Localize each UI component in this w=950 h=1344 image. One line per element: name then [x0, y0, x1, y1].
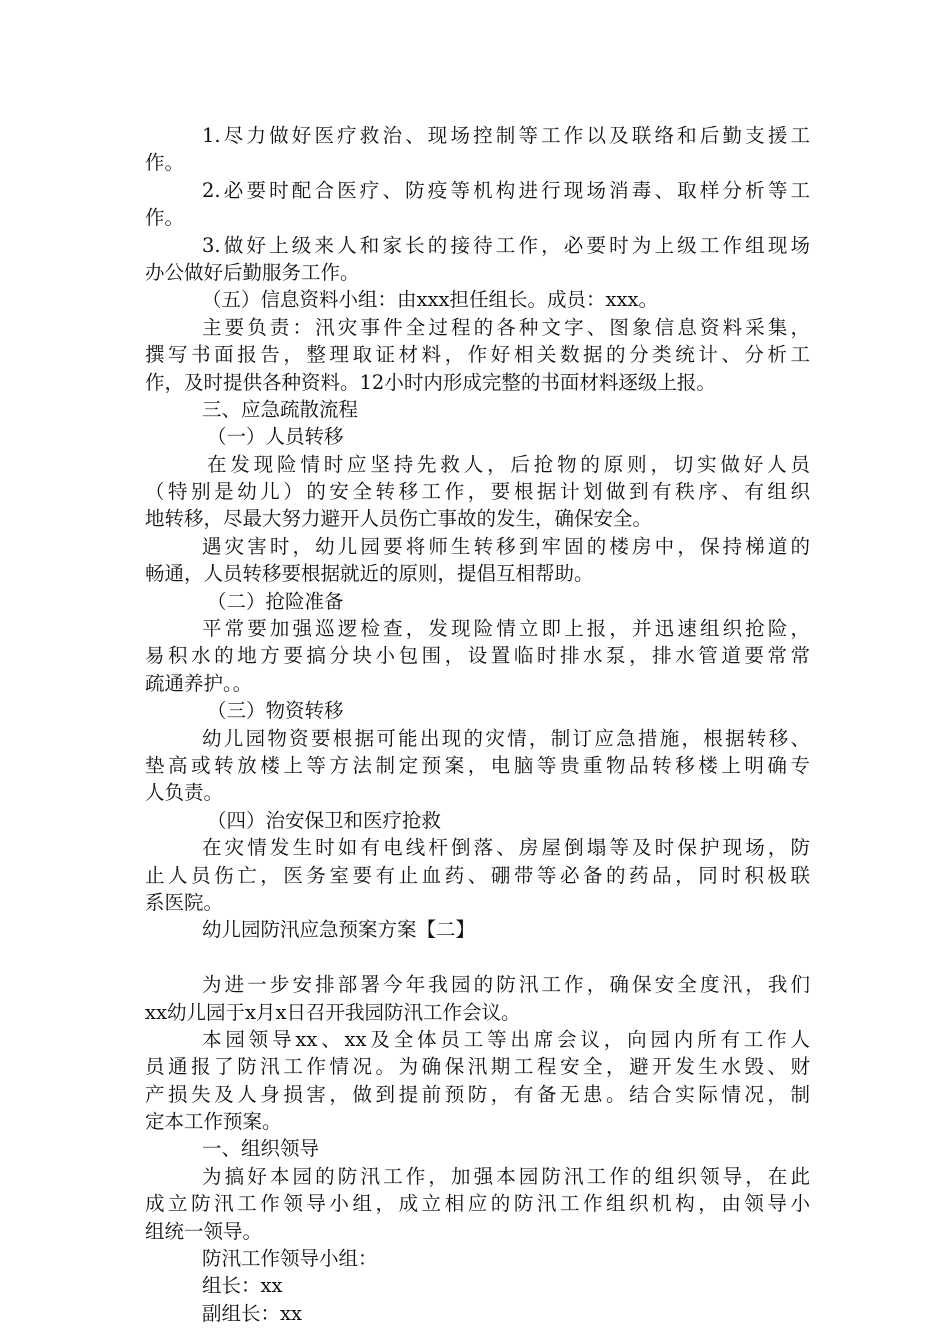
text-line: 本园领导xx、xx及全体员工等出席会议，向园内所有工作人 — [202, 1027, 810, 1051]
text-line: （特别是幼儿）的安全转移工作，要根据计划做到有秩序、有组织 — [145, 480, 810, 504]
text-line: 垫高或转放楼上等方法制定预案，电脑等贵重物品转移楼上明确专 — [145, 753, 810, 777]
text-line: 幼儿园物资要根据可能出现的灾情，制订应急措施，根据转移、 — [202, 726, 810, 750]
text-line: （一）人员转移 — [207, 425, 344, 449]
text-line: 三、应急疏散流程 — [202, 397, 359, 421]
text-line: 畅通，人员转移要根据就近的原则，提倡互相帮助。 — [145, 562, 594, 586]
text-line: xx幼儿园于x月x日召开我园防汛工作会议。 — [145, 1000, 521, 1024]
text-line: 1.尽力做好医疗救治、现场控制等工作以及联络和后勤支援工 — [202, 124, 810, 147]
text-line: 组统一领导。 — [145, 1219, 263, 1243]
text-line: 产损失及人身损害，做到提前预防，有备无患。结合实际情况，制 — [145, 1082, 810, 1106]
text-line: 平常要加强巡逻检查，发现险情立即上报，并迅速组织抢险， — [202, 617, 810, 641]
text-line: 组长：xx — [202, 1274, 283, 1298]
text-line: 作。 — [145, 151, 185, 175]
text-line: 主要负责：汛灾事件全过程的各种文字、图象信息资料采集， — [202, 315, 810, 339]
text-line: 办公做好后勤服务工作。 — [145, 260, 360, 284]
text-line: 为搞好本园的防汛工作，加强本园防汛工作的组织领导，在此 — [202, 1164, 810, 1188]
blank-line — [145, 944, 810, 971]
document-body — [145, 122, 810, 1327]
text-line: 在灾情发生时如有电线杆倒落、房屋倒塌等及时保护现场，防 — [202, 836, 810, 860]
text-line: 易积水的地方要搞分块小包围，设置临时排水泵，排水管道要常常 — [145, 644, 810, 668]
text-line: 撰写书面报告，整理取证材料，作好相关数据的分类统计、分析工 — [145, 343, 810, 367]
text-line: 3.做好上级来人和家长的接待工作，必要时为上级工作组现场 — [202, 233, 810, 257]
text-line: 副组长：xx — [202, 1301, 302, 1325]
text-line: 定本工作预案。 — [145, 1110, 282, 1134]
text-line: 幼儿园防汛应急预案方案【二】 — [202, 918, 476, 942]
text-line: 止人员伤亡，医务室要有止血药、硼带等必备的药品，同时积极联 — [145, 863, 810, 887]
text-line: 为进一步安排部署今年我园的防汛工作，确保安全度汛，我们 — [202, 973, 810, 997]
text-line: （五）信息资料小组：由xxx担任组长。成员：xxx。 — [202, 288, 658, 312]
text-line: 在发现险情时应坚持先救人，后抢物的原则，切实做好人员 — [207, 452, 810, 476]
text-line: 作，及时提供各种资料。12小时内形成完整的书面材料逐级上报。 — [145, 370, 716, 394]
text-line: 作。 — [145, 206, 185, 230]
text-line: 人负责。 — [145, 781, 224, 805]
text-line: （二）抢险准备 — [207, 589, 344, 613]
text-line: 地转移，尽最大努力避开人员伤亡事故的发生，确保安全。 — [145, 507, 653, 531]
text-line: 系医院。 — [145, 890, 224, 914]
text-line: 遇灾害时，幼儿园要将师生转移到牢固的楼房中，保持梯道的 — [202, 534, 810, 558]
text-line: （三）物资转移 — [207, 699, 344, 723]
text-line: 防汛工作领导小组： — [202, 1247, 378, 1271]
text-line: 成立防汛工作领导小组，成立相应的防汛工作组织机构，由领导小 — [145, 1192, 810, 1216]
text-line: 疏通养护。。 — [145, 671, 253, 695]
text-line: （四）治安保卫和医疗抢救 — [207, 808, 442, 832]
text-line: 员通报了防汛工作情况。为确保汛期工程安全，避开发生水毁、财 — [145, 1055, 810, 1079]
text-line: 一、组织领导 — [202, 1137, 320, 1161]
text-line: 2.必要时配合医疗、防疫等机构进行现场消毒、取样分析等工 — [202, 178, 810, 202]
